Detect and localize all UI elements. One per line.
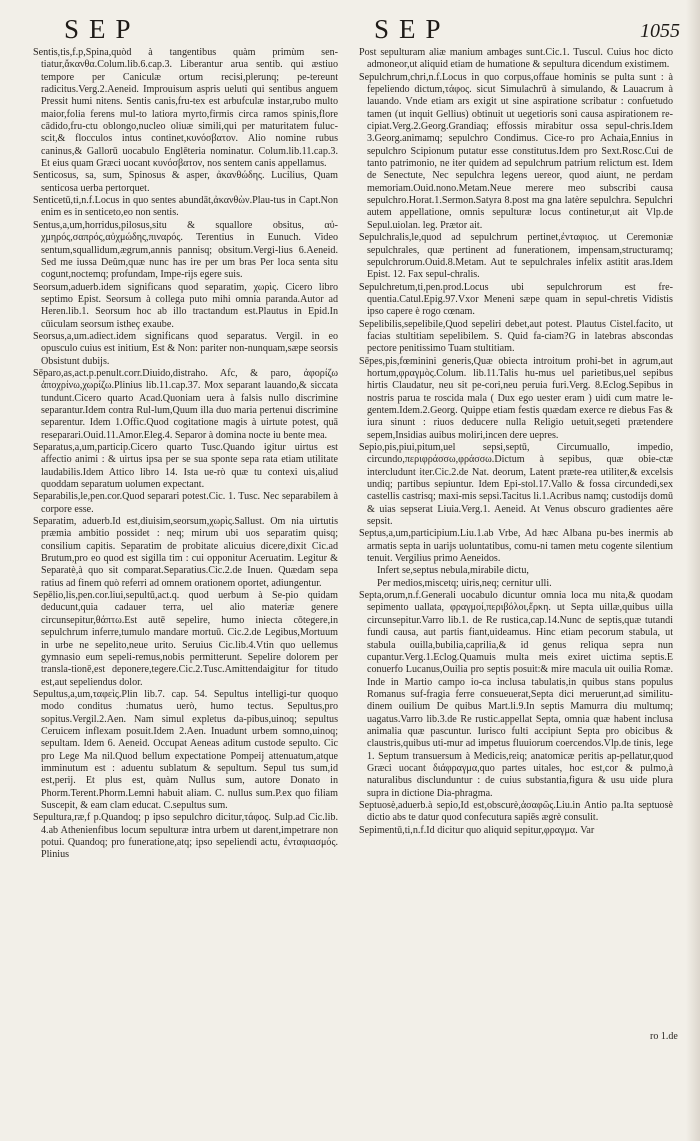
dictionary-entry: Infert se,septus nebula,mirabile dictu, [377,565,529,577]
dictionary-entry: Sepelibilis,sepelibile,Quod sepeliri debet,aut potest. Plautus Cistel.facito, ut facias stultitiam sepelibilem. S. Quid fa-ciam?G in latebras abscondas pectore penitissimo Tuam stultitiam. [359,318,673,355]
dictionary-entry: Sepulchralis,le,quod ad sepulchrum pertinet,ἐνταφιος. ut Ceremoniæ sepulchrales, quæ pertinent ad funerationem, impensam,structuramq; sepulchrorum.Ouid.8.Metam. Aut te sepulchrales infelix astitit aras.Idem Epist. 12. Fax sepul-chralis. [359,232,673,281]
running-head-right: SEP [374,14,451,44]
page-number: 1055 [640,20,680,42]
dictionary-entry: Septus,a,um,participium.Liu.1.ab Vrbe, Ad hæc Albana pu-bes inermis ab armatis septa in uarijs uoluntatibus, comu-ni tamen metu cogente silentium tenuit. Vergilius primo Aeneidos. [359,528,673,565]
dictionary-entry: Post sepulturam aliæ manium ambages sunt.Cic.1. Tuscul. Cuius hoc dicto admoneor,ut aliquid etiam de humatione & sepultura dicendum existimem. [359,47,673,71]
dictionary-entry: Seorsus,a,um.adiect.idem significans quod separatus. Vergil. in eo opusculo cuius est initium, Est & Non: pariter non-nunquam,sæpe seorsis Obsistunt dubijs. [33,330,338,367]
left-column [33,47,338,862]
running-head-left: SEP [64,14,141,44]
right-column [359,47,673,837]
dictionary-entry: Sentis,tis,f.p,Spina,quòd à tangentibus quàm primùm sen-tiatur,ἄκανθα.Colum.lib.6.cap.3. Liberantur arua sentib. qui æstiuo tempore per Caniculæ ortum recisi,plerunq; pe-tereunt radicitus.Verg.2.Aeneid. Improuisum aspris ueluti qui sentibus anguem Pressit humi nitens. Sentis canis,fru-tex est arbufculæ instar,rubo multo maior,folia ferens mul-to latiora myrto,firmis circa ramos spinis,flore cādido,fru-ctu oblongo,nucleo oliuæ simili,qui per maturitatem fuluc-scit,& flocculos intus continet,κυνόσβατον. Alio nomine rubus caninus,& Gallorū uocabulo Englēteria nominatur. Colum.lib.11.cap.3. Et eius quam Græci uocant κυνόσβατον, nos sentem canis appellamus. [33,47,338,170]
dictionary-entry: Sepimentū,ti,n.f.Id dicitur quo aliquid sepitur,φραγμα. Var [359,824,595,836]
dictionary-entry: Sēparo,as,act.p.penult.corr.Diuido,distraho. Afc, & paro, ἀφορίζω ἀποχρίνω,χωρίζω.Plinius lib.11.cap.37. Mox separant lauando,& siccata tundunt.Cicero quarto Acad.Quoniam uera à falsis nullo discrimine separantur.Idem contra Rul-lum,Quum illa duo maria pertenui discrimine separentur. Idem 1.Offic.Quod cogitatione magis à uirtute potest, quā reseparari.Ouid.11.Amor.Eleg.4. Separor à domina nocte iu bente mea. [33,367,338,441]
dictionary-entry: Separatim, aduerb.Id est,diuisim,seorsum,χωρὶς.Sallust. Om nia uirtutis præmia ambitio possidet : neq; mirum ubi uos separatim quisq; consilium capitis. Separatim de probitate alicuius dicere,dixit Cic.ad Brutum,pro eo quod est sigilla tim : cui opponitur Aceruatim. Legitur & Separatè,à quo sit comparat.Separatius.Cic.2.de Inuen. Quædam sepa ratius ad finem quò referri ad omnem orationem oportet, adiungentur. [33,516,338,589]
dictionary-entry: Septuosè,aduerb.à sepio,Id est,obscurè,ἀσαφῶς.Liu.in Antio pa.Ita septuosè dictio abs te datur quod confecutura sapiēs ægrè consulit. [359,799,673,824]
dictionary-entry: Separatus,a,um,particip.Cicero quarto Tusc.Quando igitur uirtus est affectio animi : & uirtus ipsa per se sua sponte sepa rata etiam utilitate laudabilis.Idem Attico libro 14. Ista ue-rò quæ tu contexi uis,aliud quoddam separatum uolumen expectant. [33,442,338,491]
dictionary-entry: Sepulchrum,chri,n.f.Locus in quo corpus,offaue hominis se pulta sunt : à fepeliendo dictum,τάφος. sicut Simulachrū à simulando, & Lauacrum à lauando. Vnde etiam ars exigit ut sine aspiratione scribatur : confuetudo tamen (ut inquit Gellius) obtinuit ut uegetioris soni causa aspirationem re-cipiat.Verg.2.Georg.Grandiaq; effossis mirabitur ossa sepul-chris.Idem 3.Georg.animamq; sepulchro Condimus. Cice-ro pro Achaia,Ennius in sepulchro Scipionum putatur esse constitutus.Idem pro Sext.Rosc.Cui de tanto patrimonio, ne iter quidem ad sepulchrum patrium relictum est. Idem de Senectute, Nec sepulchra legens uereor, quod aiunt, ne perdam memoriam.Ouid.nono.Metam.Neue merere meo subscribi causa sepulchro.Horat.1.Sermon.Satyra 8.post ma gna latère sepulchra. Sepulchri autem appellatione, omnis sepulturæ locus continetur,ut ait Vlp.de Sepul.uiolan. leg. Prætor ait. [359,71,673,231]
dictionary-entry: Sēpes,pis,fœminini generis,Quæ obiecta introitum prohi-bet in agrum,aut hortum,φραγμὸς.Colum. lib.11.Talis hu-mus uel parietibus,uel sepibus hirtis Claudatur, neu sit pe-cori,neu peruia furi.Verg. 8.Eclog.Sepibus in nostris parua te roscida mala ( Dux ego uester eram ) uidi cum matre le-gentem.Idem.2.Georg. Quippe etiam festis quædam exerce re diebus Fas & iura sinunt : riuos deducere nulla Religio uetuit,segeti prætendere sepem,Insidias auibus moliri,incen dere uepres. [359,355,673,441]
dictionary-entry: Separabilis,le,pen.cor.Quod separari potest.Cic. 1. Tusc. Nec separabilem à corpore esse. [33,491,338,515]
dictionary-entry: Sepēlio,lis,pen.cor.liui,sepultū,act.q. quod uerbum à Se-pio quidam deducunt,quia cadauer terra, uel alio materiæ genere circunsepitur,θάπτω.Est autē sepelire, humo iniecta cōtegere,in sepulchrum inferre,tumulo mandare mortuū. Cic.2.de Legibus,Mortuum in urbe ne sepelito,neue urito. Seruius Cic.lib.4.Vtin quo uellemus gymnasio eum sepeli-remus,nobis permitterunt. Sepelire dolorem per transla-tionē,est deponere,tegere.Cic.2.Tusc.Amittendaigitur for titudo est,aut sepeliendus dolor. [33,590,338,688]
catchword: ro 1.de [650,1031,678,1042]
dictionary-entry: Senticosus, sa, sum, Spinosus & asper, ἀκανθώδης. Lucilius, Quam senticosa uerba pertorquet. [33,170,338,194]
dictionary-entry: Senticetū,ti,n.f.Locus in quo sentes abundāt,ἀκανθὼν.Plau-tus in Capt.Non enim es in senticeto,eo non sentis. [33,195,338,219]
dictionary-entry: Sentus,a,um,horridus,pilosus,situ & squallore obsitus, αὐ-χμηρός,σαπρός,αὐχμώδης,πιναρός. Terentius in Eunuch. Video sentum,squallidum,ægrum,annis pannisq; obsitum.Vergi-lius 6.Aeneid. Sed me iussa Deûm,quæ nunc has ire per um bras Per loca senta situ cogunt,noctemq; profundam, Impe-rijs egere suis. [33,219,338,281]
dictionary-entry: Seorsum,aduerb.idem significans quod separatim, χωρὶς. Cicero libro septimo Epist. Seorsum à collega puto mihi omnia paranda.Autor ad Heren.lib.1. Seorsum hoc ab illo tractandum est.Plautus in Epid.In cūiculam seorsum istheç exaube. [33,281,338,330]
dictionary-entry: Per medios,miscetq; uiris,neq; cernitur ulli. [377,577,552,589]
dictionary-entry: Sepultus,a,um,ταφεὶς.Plin lib.7. cap. 54. Sepultus intelligi-tur quoquo modo conditus :humatus uerò, humo tectus. Sepultus,pro sopitus.Vergil.2.Aen. Nam simul expletus da-pibus,uinoq; sepultus Ceruicem inflexam posuit.Idem 2.Aen. Inuadunt urbem somno,uinoq; sepultam. Idem 6. Aeneid. Occupat Aeneas aditum custode sepulto. Cic pro Lege Ma nil.Quod bellum expectatione Pompeij attenuatum,atque imminutum est : aduentu sublatum & sepultum. Sepul tus sum,id est,perij. Et plus est, quàm Nullus sum, autore Donato in Phorm.Terent.Phorm.Lemni habuit aliam. C. nullus sum.P.ex quo filiam Suscepit, & eam clam educat. C.sepultus sum. [33,688,338,811]
dictionary-entry: Sepultura,ræ,f p.Quandoq; p ipso sepulchro dicitur,τάφος. Sulp.ad Cic.lib. 4.ab Athenienfibus locum sepulturæ intra urbem ut darent,impetrare non potui. Quandoq; pro funeratione,atq; ipso sepeliendi actu, ἐνταφιασμός. Plinius [33,812,338,861]
dictionary-entry: Sepulchretum,ti,pen.prod.Locus ubi sepulchrorum est fre-quentia.Catul.Epig.97.Vxor Meneni sæpe quam in sepul-chretis Vidistis ipso capere è rogo cœnam. [359,281,673,318]
dictionary-entry: Septa,orum,n.f.Generali uocabulo dicuntur omnia loca mu nita,& quodam sepimento uallata, φραγμοί,περιβόλοι,ἕρκη. ut Septa uillæ,quibus uilla circunsepitur.Varro lib.1. de Re rustica,cap.14.Nunc de septis,quæ tutandi fundi causa, aut partis fiant,uideamus. Hinc etiam pecorum stabula, ut stabula ouilla,bubilia,caprilia,& id genus reliqua sepra nun cupantur.Verg.1.Eclog.Quamuis multa meis exiret uictima septis.E conuerfo Lucanus,Ouilia pro septis posuit:& mire macula uit ouilia Romæ. Inde in Martio campo io-ca inclusa tabulatis,in quibus stans populus Romanus suf-fragia ferre consueuerat,Septa dici meruerunt,ad similitu-dinem ouilium De quibus Mart.li.9.In septis Mamurra diu multumq; uagatus.Varro lib.3.de Re rustic.appellat Septa, omnia quæ habent inclusa animalia quæ pascuntur. Iurisco fulti accipiunt Septa pro obicibus & claustris,quibus uti-mur ad impetus fluuiorum coercendos.Vlp.de tinis, lege 1. Septum transuersum à Medicis,reiq; anatomicæ peritis ap-pellatur,quod Græci uocant διάφραγμα,quo partes uitales, hoc est,cor & pulmo,à naturalibus disclunduntur : de cuius substantia,figura & usu uide plura supra in dictione Dia-phragma. [359,590,673,799]
dictionary-entry: Sepio,pis,piui,pitum,uel sepsi,septū, Circumuallo, impedio, circundo,περιφράσσω,φράσσω.Dictum à sepibus, quæ obie-ctæ intercludunt iter.Cic.2.de Nat. deorum, Latent præte-rea utiliter,& excelsis undiq; partibus sepiuntur. Idem Epi-stol.17.Vallo & fossa circundedi,sex castellis castrisq; maxi-mis sepsi.Tacitus li.1.Acribus namq; custodijs domū & uias sepserat Liuia.Verg.1. Aeneid. At Venus obscuro gradientes aëre sepsit. [359,442,673,528]
page-edge-shadow [686,0,700,1141]
